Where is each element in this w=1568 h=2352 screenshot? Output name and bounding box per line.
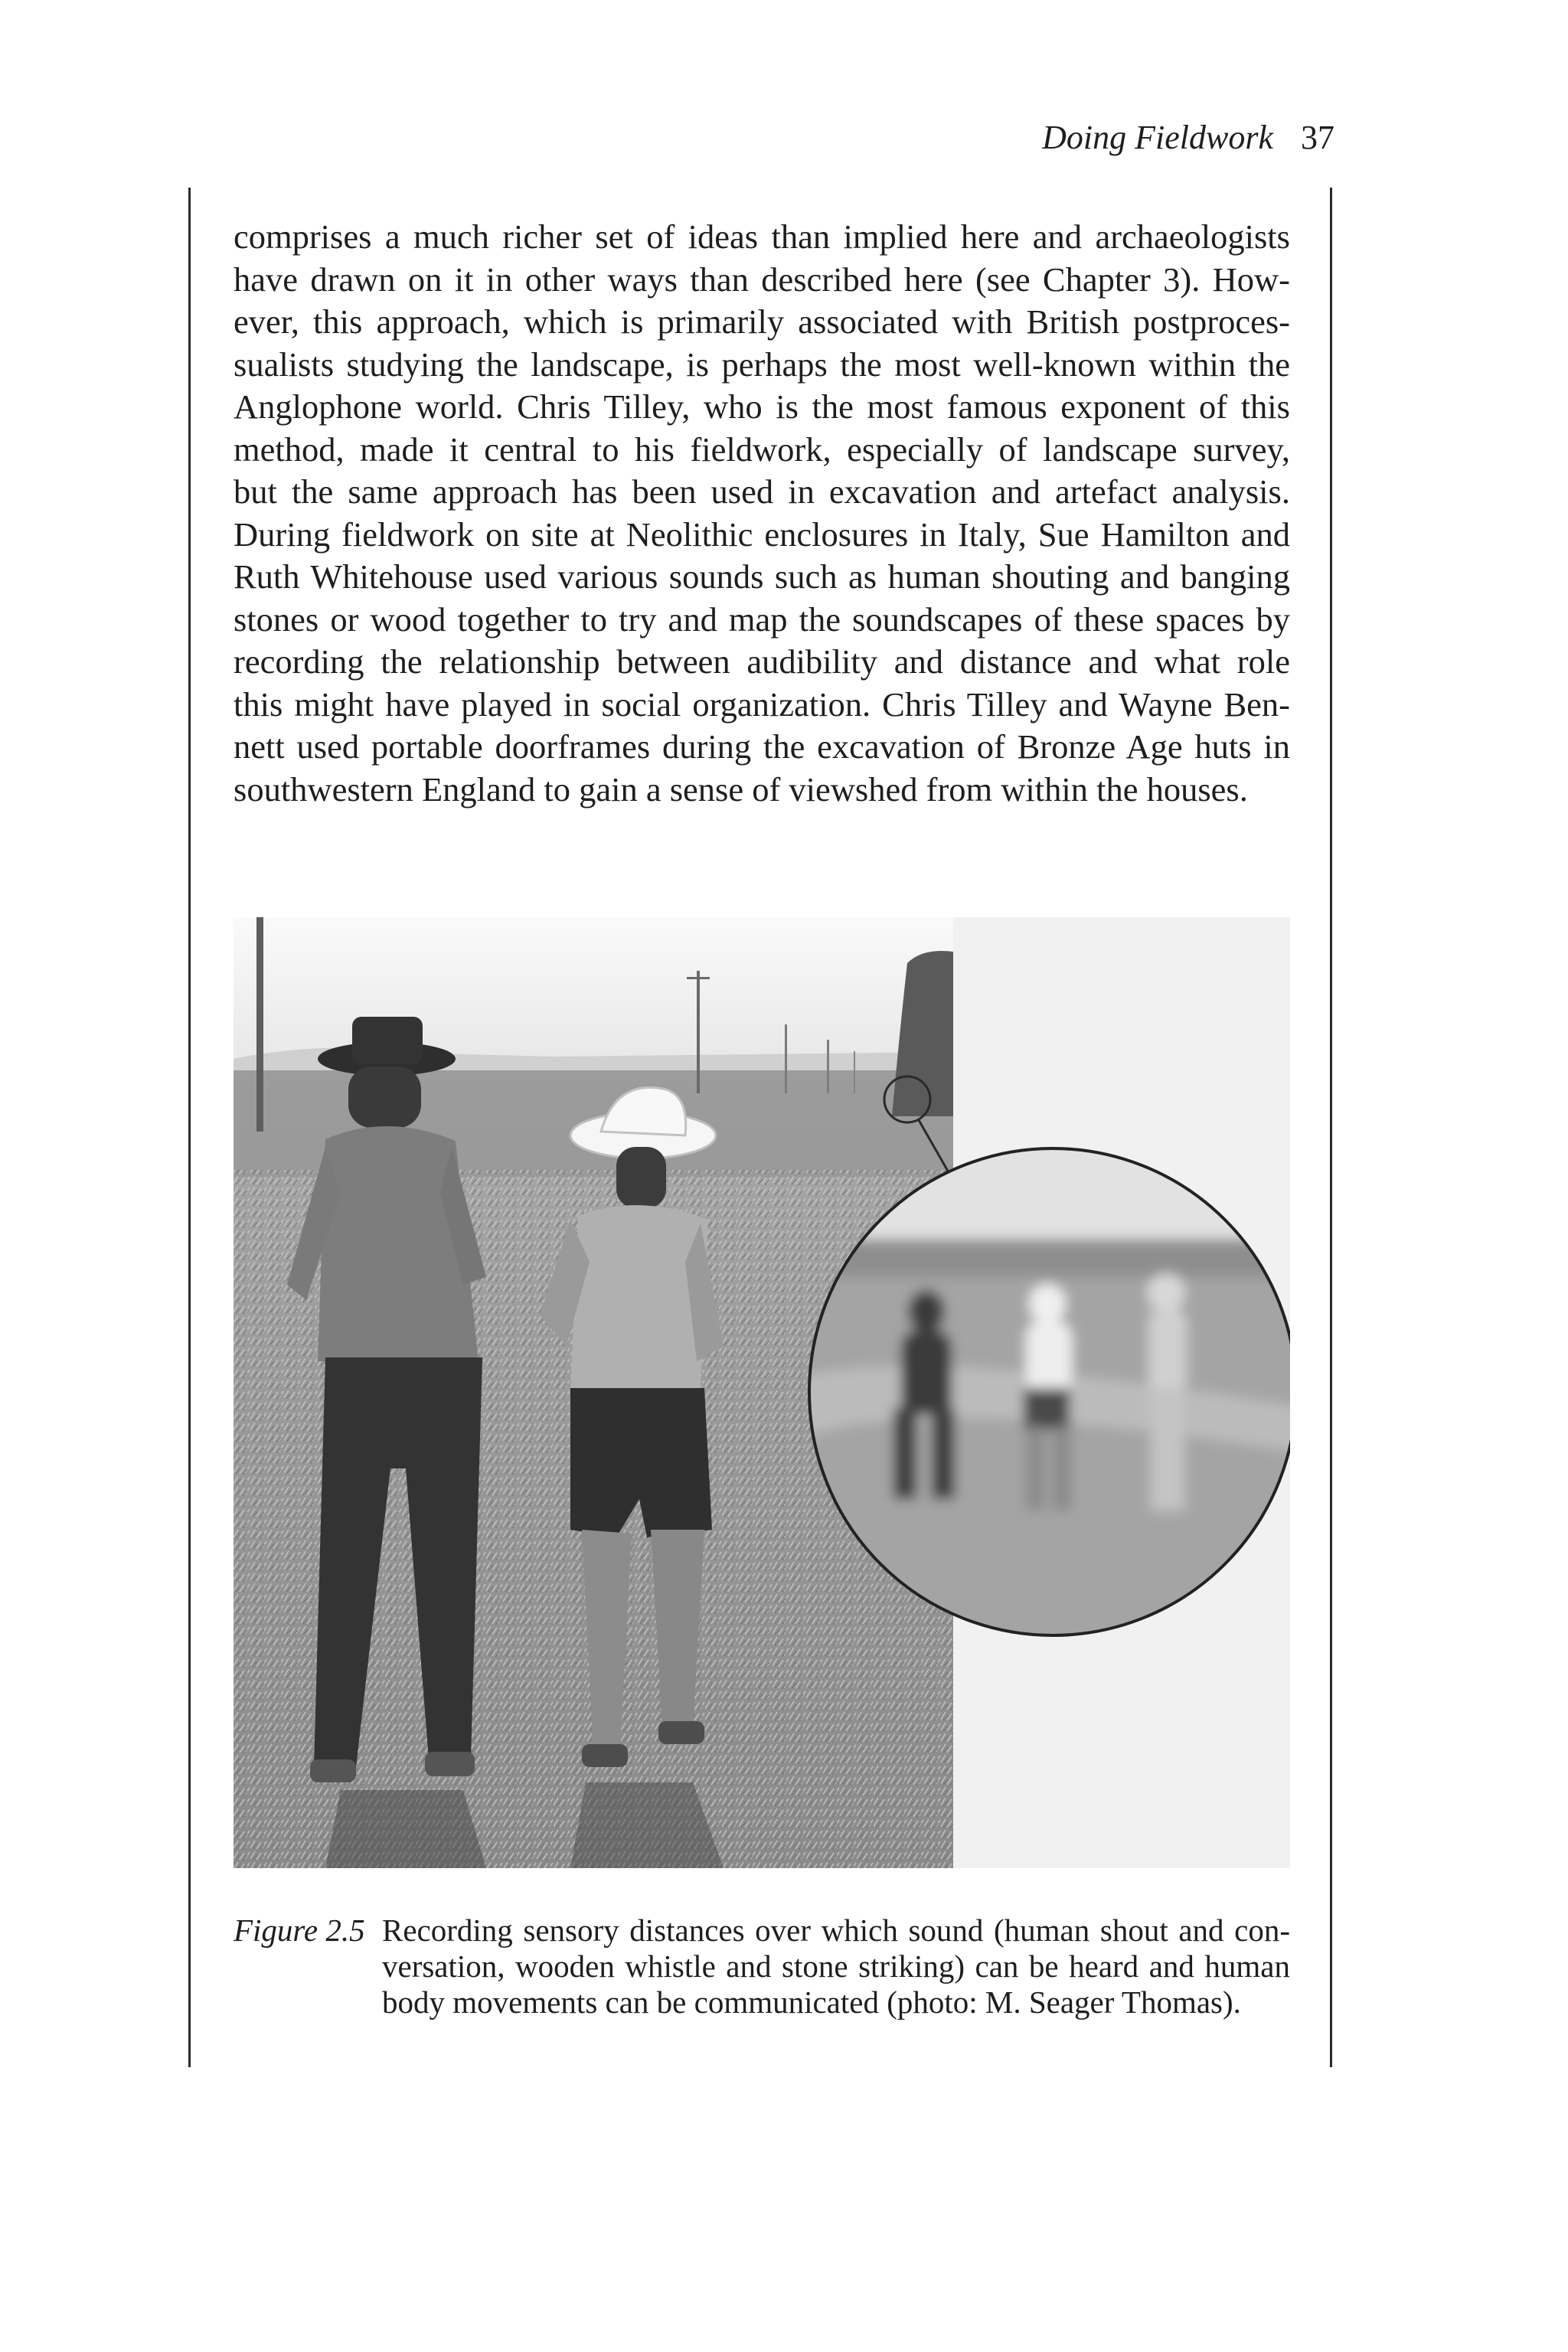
caption-line: Recording sensory distances over which sound (human shout and con- [382, 1913, 1290, 1948]
body-line: sualists studying the landscape, is perhaps the most well-known within the [234, 345, 1290, 384]
body-line: ever, this approach, which is primarily associated with British postproces- [234, 302, 1290, 341]
figure-photo [234, 917, 1290, 1868]
body-line: method, made it central to his fieldwork, especially of landscape survey, [234, 430, 1290, 469]
body-line: southwestern England to gain a sense of viewshed from within the houses. [234, 769, 1248, 808]
body-line: nett used portable doorframes during the excavation of Bronze Age huts in [234, 727, 1290, 766]
figure-label: Figure 2.5 [234, 1913, 365, 1948]
body-paragraph [234, 216, 1290, 811]
right-margin-rule [1330, 188, 1332, 2067]
body-line: but the same approach has been used in excavation and artefact analysis. [234, 472, 1290, 511]
caption-text [382, 1913, 1290, 2020]
magnifier-inset [234, 917, 1290, 1868]
body-line: have drawn on it in other ways than described here (see Chapter 3). How- [234, 260, 1290, 299]
body-line: During fieldwork on site at Neolithic enclosures in Italy, Sue Hamilton and [234, 514, 1290, 554]
page-number: 37 [1301, 119, 1334, 156]
body-line: recording the relationship between audibility and distance and what role [234, 642, 1290, 681]
body-line: Anglophone world. Chris Tilley, who is the most famous exponent of this [234, 387, 1290, 426]
body-line: Ruth Whitehouse used various sounds such as human shouting and banging [234, 557, 1290, 596]
body-line: this might have played in social organization. Chris Tilley and Wayne Ben- [234, 684, 1290, 724]
caption-line: versation, wooden whistle and stone striking) can be heard and human [382, 1949, 1290, 1984]
running-head-title: Doing Fieldwork [1042, 119, 1273, 156]
caption-line: body movements can be communicated (photo: M. Seager Thomas). [382, 1984, 1241, 2020]
left-margin-rule [188, 188, 191, 2067]
body-line: comprises a much richer set of ideas than implied here and archaeologists [234, 217, 1290, 256]
body-line: stones or wood together to try and map the soundscapes of these spaces by [234, 599, 1290, 639]
running-head [1042, 115, 1334, 161]
